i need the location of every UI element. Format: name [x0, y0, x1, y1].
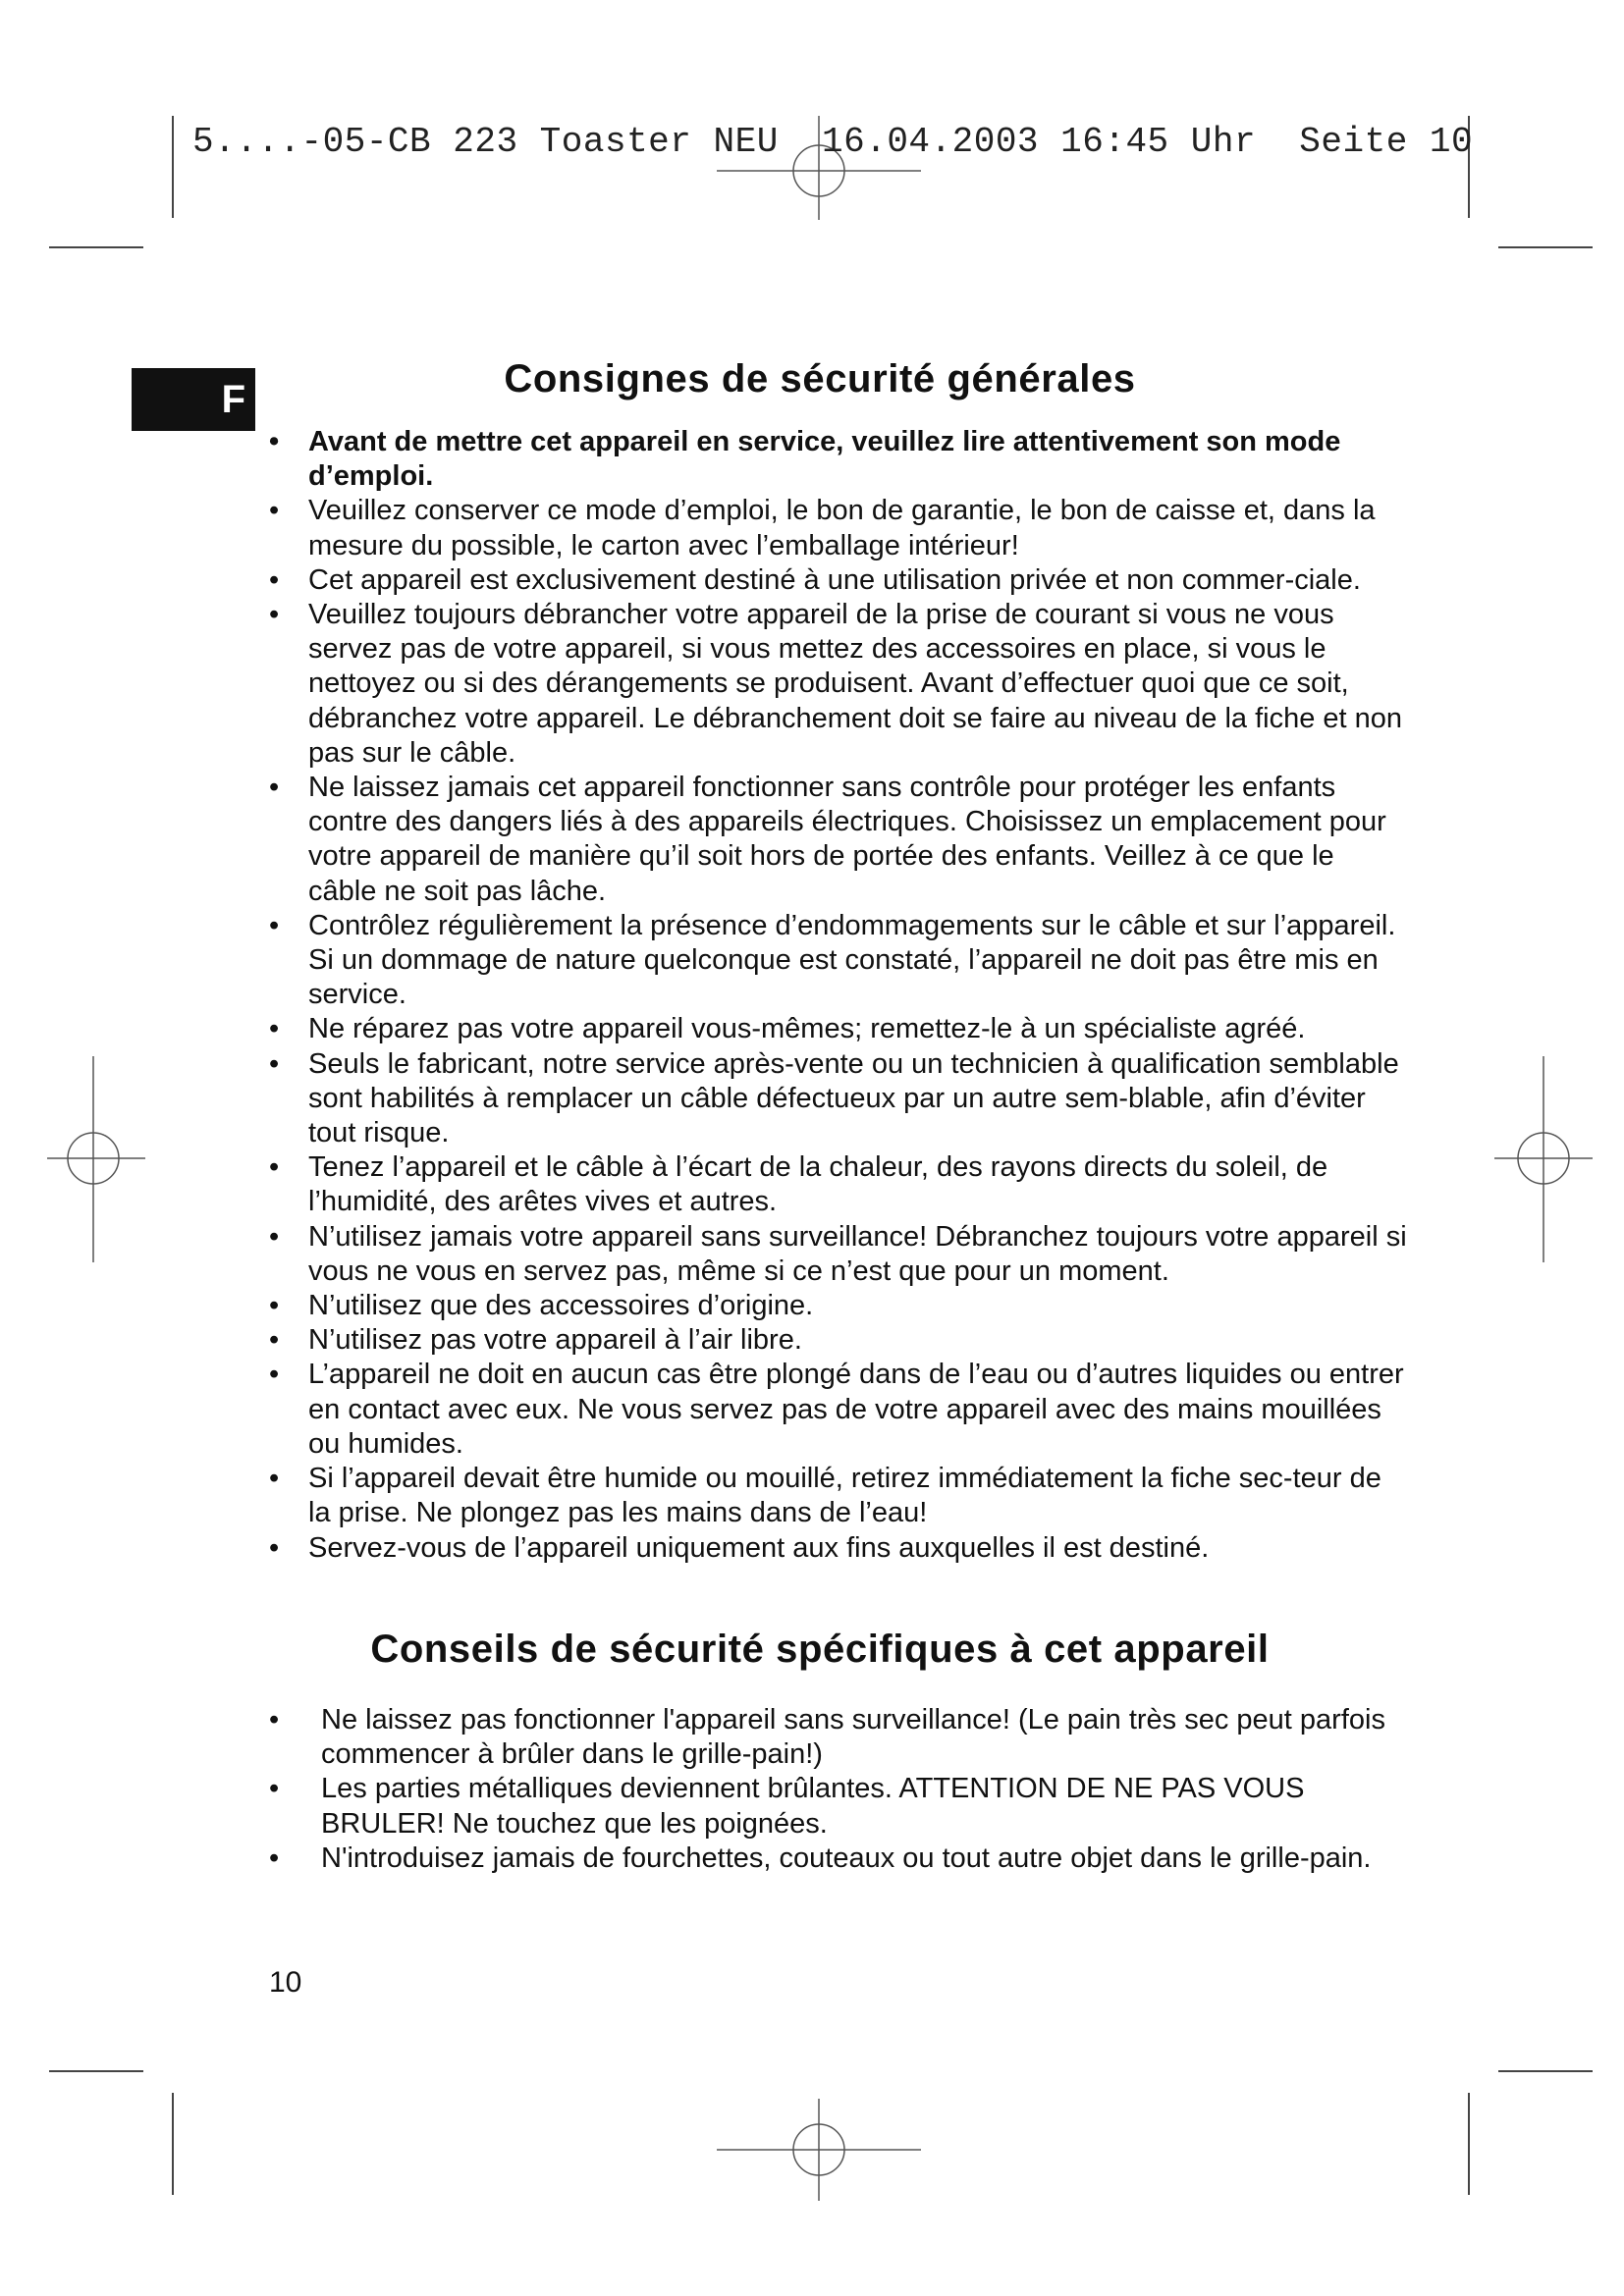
list-item: • N’utilisez pas votre appareil à l’air libre.: [308, 1323, 1408, 1358]
list-item: • N’utilisez jamais votre appareil sans surveillance! Débranchez toujours votre appareil si vous ne vous en servez pas, même si ce n’est que pour un moment.: [308, 1220, 1408, 1289]
section-title-specific: Conseils de sécurité spécifiques à cet appareil: [370, 1628, 1270, 1671]
list-item: • N'introduisez jamais de fourchettes, couteaux ou tout autre objet dans le grille-pain.: [321, 1842, 1391, 1876]
list-item: • Ne laissez jamais cet appareil fonctionner sans contrôle pour protéger les enfants contre des dangers liés à des appareils électriques. Choisissez un emplacement pour votre appareil de manière qu’il soit hors de portée des enfants. Veillez à ce que le câble ne soit pas lâche.: [308, 771, 1408, 909]
list-item: • Ne laissez pas fonctionner l'appareil sans surveillance! (Le pain très sec peut parfois commencer à brûler dans le grille-pain!): [321, 1703, 1391, 1772]
list-item: • Les parties métalliques deviennent brûlantes. ATTENTION DE NE PAS VOUS BRULER! Ne touchez que les poignées.: [321, 1772, 1391, 1841]
specific-safety-list: [321, 1703, 1391, 1876]
list-item: • Avant de mettre cet appareil en service, veuillez lire attentivement son mode d’emploi.: [308, 425, 1408, 494]
registration-target-right: [1494, 1056, 1593, 1262]
section-title-general: Consignes de sécurité générales: [504, 357, 1136, 400]
print-slug-header: 5....-05-CB 223 Toaster NEU 16.04.2003 16:45 Uhr Seite 10: [192, 122, 1474, 162]
list-item: • Seuls le fabricant, notre service après-vente ou un technicien à qualification semblable sont habilités à remplacer un câble défectueux par un autre sem-blable, afin d’éviter tout risque.: [308, 1047, 1408, 1151]
language-tab: F: [132, 368, 255, 431]
list-item: • L’appareil ne doit en aucun cas être plongé dans de l’eau ou d’autres liquides ou entrer en contact avec eux. Ne vous servez pas de votre appareil avec des mains mouillées ou humides.: [308, 1358, 1408, 1462]
page-number: 10: [269, 1966, 302, 1999]
list-item: • Ne réparez pas votre appareil vous-mêmes; remettez-le à un spécialiste agréé.: [308, 1012, 1408, 1046]
list-item: • Veuillez toujours débrancher votre appareil de la prise de courant si vous ne vous servez pas de votre appareil, si vous mettez des accessoires en place, si vous le nettoyez ou si des dérangements se produisent. Avant d’effectuer quoi que ce soit, débranchez votre appareil. Le débranchement doit se faire au niveau de la fiche et non pas sur le câble.: [308, 598, 1408, 771]
list-item: • Veuillez conserver ce mode d’emploi, le bon de garantie, le bon de caisse et, dans la mesure du possible, le carton avec l’emballage intérieur!: [308, 494, 1408, 562]
list-item: • Si l’appareil devait être humide ou mouillé, retirez immédiatement la fiche sec-teur de la prise. Ne plongez pas les mains dans de l’eau!: [308, 1462, 1408, 1530]
list-item: • Contrôlez régulièrement la présence d’endommagements sur le câble et sur l’appareil. Si un dommage de nature quelconque est constaté, l’appareil ne doit pas être mis en service.: [308, 909, 1408, 1013]
registration-target-left: [47, 1056, 145, 1262]
registration-target-bottom: [717, 2099, 921, 2201]
list-item: • Tenez l’appareil et le câble à l’écart de la chaleur, des rayons directs du soleil, de l’humidité, des arêtes vives et autres.: [308, 1150, 1408, 1219]
list-item: • Cet appareil est exclusivement destiné à une utilisation privée et non commer-ciale.: [308, 563, 1408, 598]
list-item: • Servez-vous de l’appareil uniquement aux fins auxquelles il est destiné.: [308, 1531, 1408, 1566]
list-item: • N’utilisez que des accessoires d’origine.: [308, 1289, 1408, 1323]
general-safety-list: [308, 425, 1408, 1566]
